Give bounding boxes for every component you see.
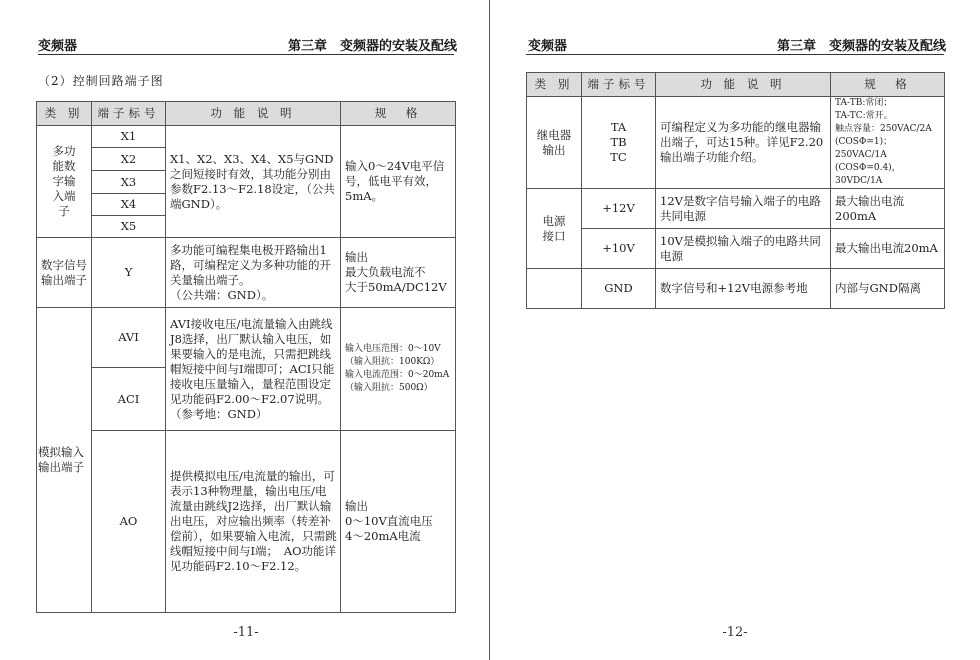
function-digital-output: 多功能可编程集电极开路输出1路，可编程定义为多种功能的开关量输出端子。 （公共端：GND）。	[166, 238, 341, 308]
terminal-x1: X1	[92, 126, 166, 148]
function-relay: 可编程定义为多功能的继电器输出端子，可达15种。详见F2.20输出端子功能介绍。	[656, 97, 831, 189]
terminal-gnd: GND	[582, 269, 656, 309]
table-row	[37, 431, 456, 613]
header-rule	[526, 54, 944, 55]
terminal-ao: AO	[92, 431, 166, 613]
category-blank	[527, 269, 582, 309]
table-row	[527, 97, 945, 189]
terminal-x2: X2	[92, 148, 166, 171]
spec-relay: TA-TB:常闭； TA-TC:常开。 触点容量：250VAC/2A (COSΦ=1)；250VAC/1A (COSΦ=0.4)，30VDC/1A	[831, 97, 945, 189]
header-chapter: 第三章 变频器的安装及配线	[288, 39, 458, 54]
page-number: -12-	[722, 625, 748, 640]
category-analog: 模拟输入 输出端子	[37, 308, 92, 613]
header-rule	[38, 54, 454, 55]
table-row	[37, 126, 456, 148]
function-digital-input: X1、X2、X3、X4、X5与GND之间短接时有效，其功能分别由参数F2.13～F2.18设定，（公共端GND）。	[166, 126, 341, 238]
terminal-x3: X3	[92, 171, 166, 194]
table-row	[37, 238, 456, 308]
function-ao: 提供模拟电压/电流量的输出，可表示13种物理量，输出电压/电流量由跳线J2选择，出厂默认输出电压，对应输出频率（转差补偿前），如果要输入电流，只需跳线帽短接中间与I端； AO功能详见功能码F2.10～F2.12。	[166, 431, 341, 613]
category-digital-output: 数字信号 输出端子	[37, 238, 92, 308]
spec-ao: 输出 0～10V直流电压 4～20mA电流	[341, 431, 456, 613]
spec-12v: 最大输出电流 200mA	[831, 189, 945, 229]
table-row	[527, 229, 945, 269]
spec-digital-output: 输出 最大负载电流不 大于50mA/DC12V	[341, 238, 456, 308]
terminal-y: Y	[92, 238, 166, 308]
col-terminal: 端子标号	[582, 73, 656, 97]
col-terminal: 端子标号	[92, 102, 166, 126]
function-10v: 10V是模拟输入端子的电路共同电源	[656, 229, 831, 269]
header-title: 变频器	[528, 39, 568, 54]
spec-gnd: 内部与GND隔离	[831, 269, 945, 309]
spec-avi-aci: 输入电压范围：0～10V （输入阻抗：100KΩ） 输入电流范围：0～20mA （输入阻抗：500Ω）	[341, 308, 456, 431]
terminal-relay: TA TB TC	[582, 97, 656, 189]
control-terminal-table	[36, 101, 456, 613]
section-title: （2）控制回路端子图	[38, 74, 164, 88]
col-category: 类 别	[527, 73, 582, 97]
category-digital-input: 多功 能数 字输 入端 子	[37, 126, 92, 238]
terminal-avi: AVI	[92, 308, 166, 368]
terminal-x5: X5	[92, 216, 166, 238]
table-row	[37, 308, 456, 368]
table-header-row	[37, 102, 456, 126]
terminal-x4: X4	[92, 194, 166, 216]
terminal-aci: ACI	[92, 368, 166, 431]
category-relay: 继电器 输出	[527, 97, 582, 189]
terminal-10v: +10V	[582, 229, 656, 269]
table-header-row	[527, 73, 945, 97]
header-title: 变频器	[38, 39, 78, 54]
header-chapter: 第三章 变频器的安装及配线	[777, 39, 947, 54]
category-power: 电源 接口	[527, 189, 582, 269]
page-number: -11-	[233, 625, 259, 640]
page-12	[490, 0, 980, 660]
col-function: 功 能 说 明	[656, 73, 831, 97]
function-avi-aci: AVI接收电压/电流量输入由跳线J8选择，出厂默认输入电压，如果要输入的是电流，只需把跳线帽短接中间与I端即可；ACI只能接收电压量输入，量程范围设定见功能码F2.00～F2.07说明。 （参考地：GND）	[166, 308, 341, 431]
power-relay-table	[526, 72, 945, 309]
table-row	[527, 269, 945, 309]
col-spec: 规 格	[341, 102, 456, 126]
function-12v: 12V是数字信号输入端子的电路共同电源	[656, 189, 831, 229]
col-spec: 规 格	[831, 73, 945, 97]
spec-digital-input: 输入0～24V电平信号，低电平有效，5mA。	[341, 126, 456, 238]
col-category: 类 别	[37, 102, 92, 126]
col-function: 功 能 说 明	[166, 102, 341, 126]
terminal-12v: +12V	[582, 189, 656, 229]
table-row	[527, 189, 945, 229]
function-gnd: 数字信号和+12V电源参考地	[656, 269, 831, 309]
spec-10v: 最大输出电流20mA	[831, 229, 945, 269]
